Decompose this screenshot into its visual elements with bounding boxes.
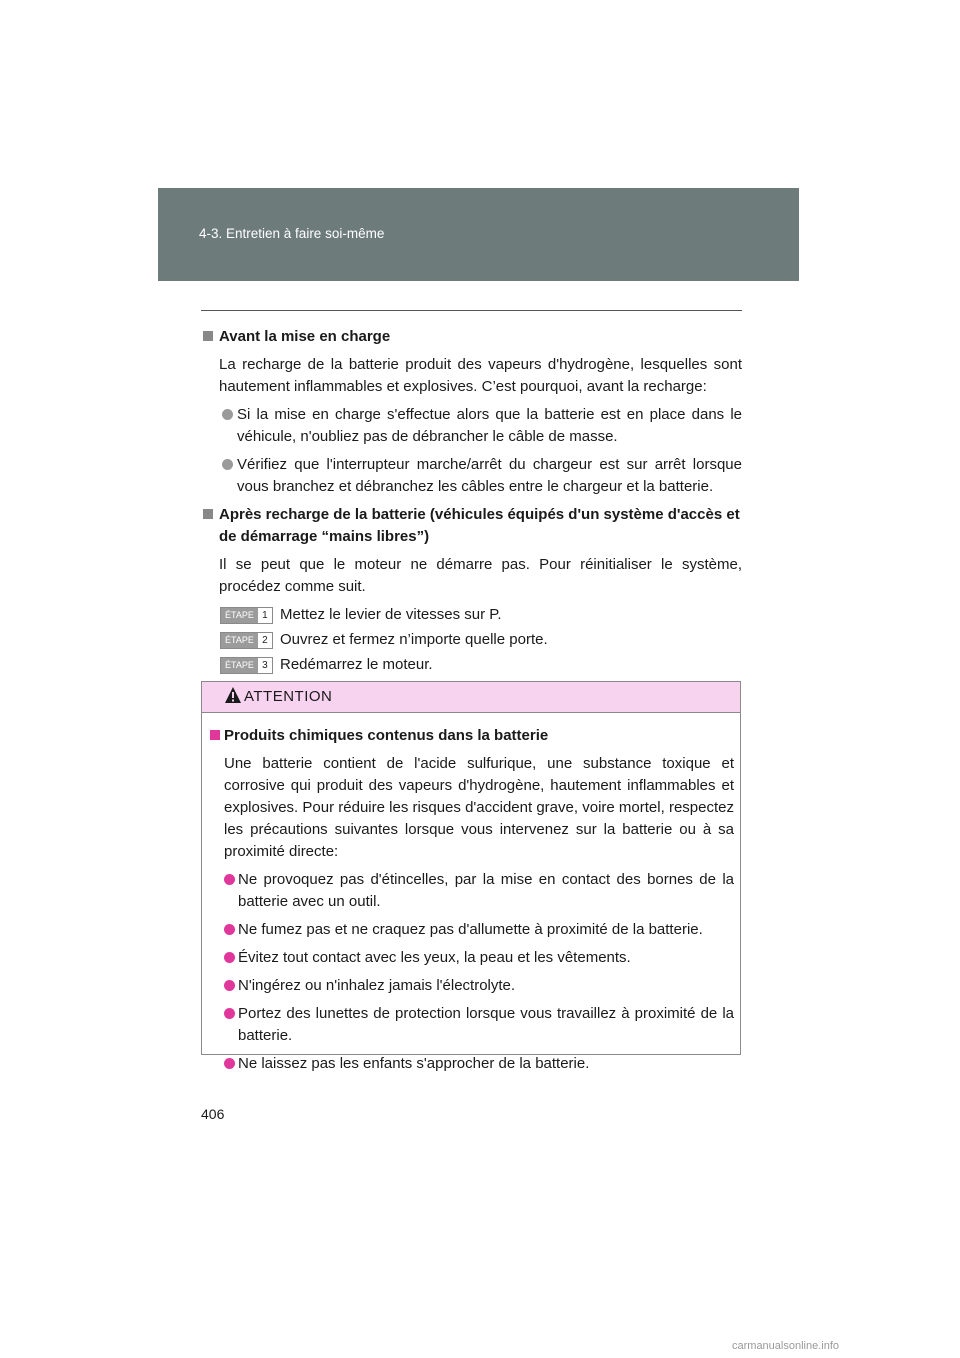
circle-bullet-icon [224, 1058, 235, 1069]
step-item: ÉTAPE 2 Ouvrez et fermez n’importe quelle porte. [201, 629, 742, 651]
paragraph: La recharge de la batterie produit des vapeurs d'hydrogène, lesquelles sont hautement inflammables et explosives. C’est pourquoi, avant la recharge: [219, 356, 742, 395]
list-item: Portez des lunettes de protection lorsque vous travaillez à proximité de la batterie. [210, 1003, 734, 1047]
circle-bullet-icon [224, 1008, 235, 1019]
paragraph: Une batterie contient de l'acide sulfurique, une substance toxique et corrosive qui produit des vapeurs d'hydrogène, hautement inflammables et explosives. Pour réduire les risques d'accident grave, voire mortel, respectez les précautions suivantes lorsque vous intervenez sur la batterie ou à sa proximité directe: [224, 755, 734, 860]
step-item: ÉTAPE 3 Redémarrez le moteur. [201, 654, 742, 676]
watermark: carmanualsonline.info [732, 1340, 840, 1352]
list-item: Vérifiez que l'interrupteur marche/arrêt du chargeur est sur arrêt lorsque vous branchez et débranchez les câbles entre le chargeur et la batterie. [201, 454, 742, 498]
square-bullet-icon [210, 730, 220, 740]
list-item: N'ingérez ou n'inhalez jamais l'électrolyte. [210, 975, 734, 997]
circle-bullet-icon [222, 459, 233, 470]
circle-bullet-icon [224, 924, 235, 935]
list-item: Ne laissez pas les enfants s'approcher de la batterie. [210, 1053, 734, 1075]
circle-bullet-icon [224, 952, 235, 963]
step-badge: ÉTAPE 2 [220, 632, 273, 649]
main-content [201, 326, 742, 679]
list-item: Ne fumez pas et ne craquez pas d'allumette à proximité de la batterie. [210, 919, 734, 941]
square-bullet-icon [203, 331, 213, 341]
section-heading: Avant la mise en charge [201, 326, 742, 348]
list-item: Si la mise en charge s'effectue alors que la batterie est en place dans le véhicule, n'oubliez pas de débrancher le câble de masse. [201, 404, 742, 448]
warning-triangle-icon [224, 686, 242, 704]
section-title: 4-3. Entretien à faire soi-même [199, 226, 385, 241]
attention-header [202, 682, 740, 713]
step-badge: ÉTAPE 3 [220, 657, 273, 674]
attention-body [202, 713, 740, 1075]
page-number: 406 [201, 1106, 225, 1122]
section-header [158, 188, 799, 281]
list-item: Ne provoquez pas d'étincelles, par la mise en contact des bornes de la batterie avec un outil. [210, 869, 734, 913]
circle-bullet-icon [222, 409, 233, 420]
section-heading: Après recharge de la batterie (véhicules équipés d'un système d'accès et de démarrage “mains libres”) [201, 504, 742, 548]
list-item: Évitez tout contact avec les yeux, la peau et les vêtements. [210, 947, 734, 969]
circle-bullet-icon [224, 874, 235, 885]
paragraph: Il se peut que le moteur ne démarre pas. Pour réinitialiser le système, procédez comme suit. [219, 556, 742, 595]
circle-bullet-icon [224, 980, 235, 991]
divider [201, 310, 742, 311]
attention-title: ATTENTION [244, 688, 333, 705]
attention-box [201, 681, 741, 1072]
square-bullet-icon [203, 509, 213, 519]
step-badge: ÉTAPE 1 [220, 607, 273, 624]
attention-heading: Produits chimiques contenus dans la batterie [210, 725, 734, 747]
step-item: ÉTAPE 1 Mettez le levier de vitesses sur P. [201, 604, 742, 626]
